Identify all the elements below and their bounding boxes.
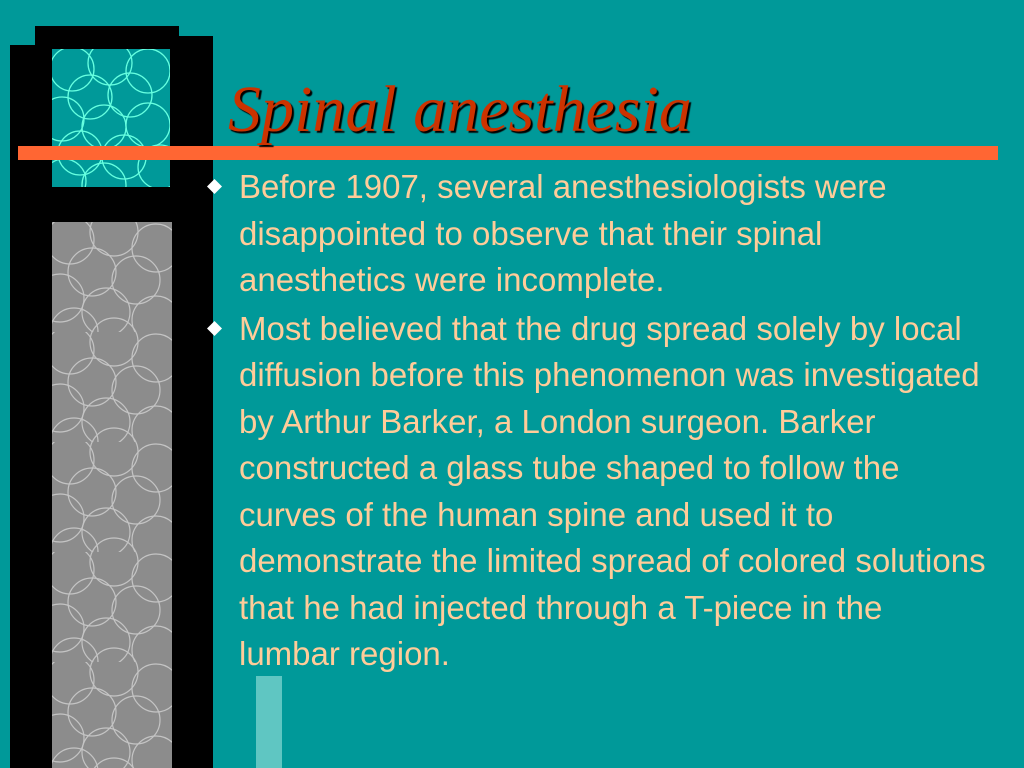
gray-circle-pattern-tile [52, 222, 172, 768]
decorative-light-strip [256, 676, 282, 768]
teal-circle-pattern-tile [52, 49, 170, 187]
bullet-item [200, 164, 990, 304]
bullet-text: Most believed that the drug spread solely by local diffusion before this phenomenon was investigated by Arthur Barker, a London surgeon. Barker constructed a glass tube shaped to follow the curves of the human spine and used it to demonstrate the limited spread of colored solutions that he had injected through a T-piece in the lumbar region. [239, 309, 986, 672]
diamond-bullet-icon [207, 321, 222, 336]
slide-title: Spinal anesthesia [228, 73, 692, 146]
diamond-bullet-icon [207, 179, 222, 194]
bullet-list [200, 164, 990, 680]
bullet-item [200, 306, 990, 678]
bullet-text: Before 1907, several anesthesiologists were disappointed to observe that their spinal anesthetics were incomplete. [239, 168, 887, 298]
